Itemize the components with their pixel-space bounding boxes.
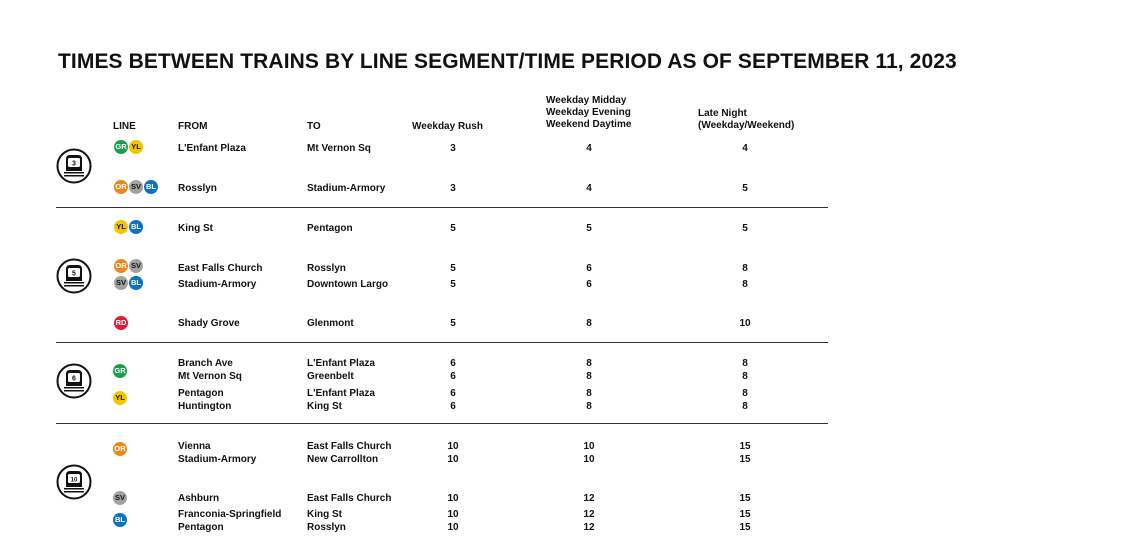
cell-rush: 10 [447, 441, 459, 452]
header-from: FROM [178, 121, 208, 132]
cell-to: New Carrollton [307, 454, 379, 465]
cell-midday: 6 [586, 279, 592, 290]
cell-from: L'Enfant Plaza [178, 143, 246, 154]
cell-from: Branch Ave [178, 358, 233, 369]
line-badge-or: OR [114, 259, 128, 273]
cell-to: Pentagon [307, 223, 353, 234]
cell-late: 5 [742, 183, 748, 194]
cell-from: Mt Vernon Sq [178, 371, 242, 382]
cell-from: East Falls Church [178, 263, 263, 274]
cell-midday: 8 [586, 401, 592, 412]
cell-midday: 6 [586, 263, 592, 274]
cell-late: 10 [739, 318, 751, 329]
line-badge-or: OR [114, 180, 128, 194]
cell-midday: 12 [583, 509, 595, 520]
cell-from: Huntington [178, 401, 232, 412]
train-icon [56, 148, 92, 184]
train-icon-minutes: 6 [72, 375, 76, 383]
cell-from: Franconia-Springfield [178, 509, 282, 520]
cell-midday: 4 [586, 143, 592, 154]
cell-to: Downtown Largo [307, 279, 389, 290]
cell-late: 8 [742, 371, 748, 382]
cell-rush: 10 [447, 454, 459, 465]
cell-rush: 6 [450, 371, 456, 382]
cell-from: Ashburn [178, 493, 220, 504]
group-divider [56, 423, 828, 424]
line-badge-yl: YL [129, 140, 143, 154]
train-icon [56, 258, 92, 294]
cell-to: Mt Vernon Sq [307, 143, 371, 154]
cell-rush: 10 [447, 522, 459, 533]
group-divider [56, 207, 828, 208]
cell-from: Stadium-Armory [178, 279, 257, 290]
line-badge-rd: RD [114, 316, 128, 330]
cell-midday: 8 [586, 371, 592, 382]
cell-rush: 3 [450, 183, 456, 194]
line-badge-sv: SV [129, 259, 143, 273]
line-badge-sv: SV [113, 491, 127, 505]
line-badge-yl: YL [113, 391, 127, 405]
train-icon [56, 363, 92, 399]
cell-rush: 6 [450, 358, 456, 369]
cell-late: 8 [742, 263, 748, 274]
cell-from: Pentagon [178, 388, 224, 399]
cell-to: King St [307, 401, 342, 412]
cell-from: King St [178, 223, 213, 234]
cell-midday: 12 [583, 493, 595, 504]
line-badge-gr: GR [114, 140, 128, 154]
line-badge-sv: SV [129, 180, 143, 194]
cell-to: Rosslyn [307, 263, 346, 274]
cell-late: 5 [742, 223, 748, 234]
cell-rush: 10 [447, 509, 459, 520]
cell-midday: 10 [583, 454, 595, 465]
cell-midday: 8 [586, 388, 592, 399]
cell-rush: 5 [450, 318, 456, 329]
line-badge-bl: BL [129, 220, 143, 234]
cell-midday: 5 [586, 223, 592, 234]
line-badge-bl: BL [144, 180, 158, 194]
cell-to: East Falls Church [307, 441, 392, 452]
cell-late: 15 [739, 509, 751, 520]
cell-to: King St [307, 509, 342, 520]
line-badge-gr: GR [113, 364, 127, 378]
cell-late: 4 [742, 143, 748, 154]
cell-late: 8 [742, 279, 748, 290]
page-title: TIMES BETWEEN TRAINS BY LINE SEGMENT/TIME PERIOD AS OF SEPTEMBER 11, 2023 [58, 50, 957, 73]
cell-rush: 10 [447, 493, 459, 504]
cell-to: Rosslyn [307, 522, 346, 533]
cell-rush: 3 [450, 143, 456, 154]
header-to: TO [307, 121, 321, 132]
header-weekday-midday: Weekday Midday Weekday Evening Weekend Daytime [546, 95, 632, 130]
line-badge-or: OR [113, 442, 127, 456]
cell-late: 15 [739, 493, 751, 504]
train-icon [56, 464, 92, 500]
header-late-night: Late Night (Weekday/Weekend) [698, 108, 795, 131]
group-divider [56, 342, 828, 343]
cell-late: 8 [742, 388, 748, 399]
cell-from: Rosslyn [178, 183, 217, 194]
cell-late: 8 [742, 401, 748, 412]
cell-rush: 5 [450, 223, 456, 234]
cell-midday: 12 [583, 522, 595, 533]
cell-late: 15 [739, 522, 751, 533]
cell-rush: 6 [450, 388, 456, 399]
cell-from: Pentagon [178, 522, 224, 533]
cell-midday: 10 [583, 441, 595, 452]
cell-to: Greenbelt [307, 371, 354, 382]
cell-to: East Falls Church [307, 493, 392, 504]
cell-from: Shady Grove [178, 318, 240, 329]
cell-rush: 5 [450, 263, 456, 274]
train-icon-minutes: 10 [70, 477, 78, 484]
cell-midday: 4 [586, 183, 592, 194]
cell-from: Vienna [178, 441, 211, 452]
cell-from: Stadium-Armory [178, 454, 257, 465]
header-line: LINE [113, 121, 136, 132]
cell-to: Glenmont [307, 318, 354, 329]
line-badge-bl: BL [113, 513, 127, 527]
train-icon-minutes: 5 [72, 270, 76, 278]
line-badge-bl: BL [129, 276, 143, 290]
cell-to: L'Enfant Plaza [307, 358, 375, 369]
cell-midday: 8 [586, 318, 592, 329]
cell-to: L'Enfant Plaza [307, 388, 375, 399]
line-badge-sv: SV [114, 276, 128, 290]
line-badge-yl: YL [114, 220, 128, 234]
cell-late: 15 [739, 441, 751, 452]
cell-late: 8 [742, 358, 748, 369]
cell-to: Stadium-Armory [307, 183, 386, 194]
header-weekday-rush: Weekday Rush [412, 121, 483, 132]
cell-rush: 5 [450, 279, 456, 290]
cell-late: 15 [739, 454, 751, 465]
cell-midday: 8 [586, 358, 592, 369]
train-icon-minutes: 3 [72, 160, 76, 168]
cell-rush: 6 [450, 401, 456, 412]
